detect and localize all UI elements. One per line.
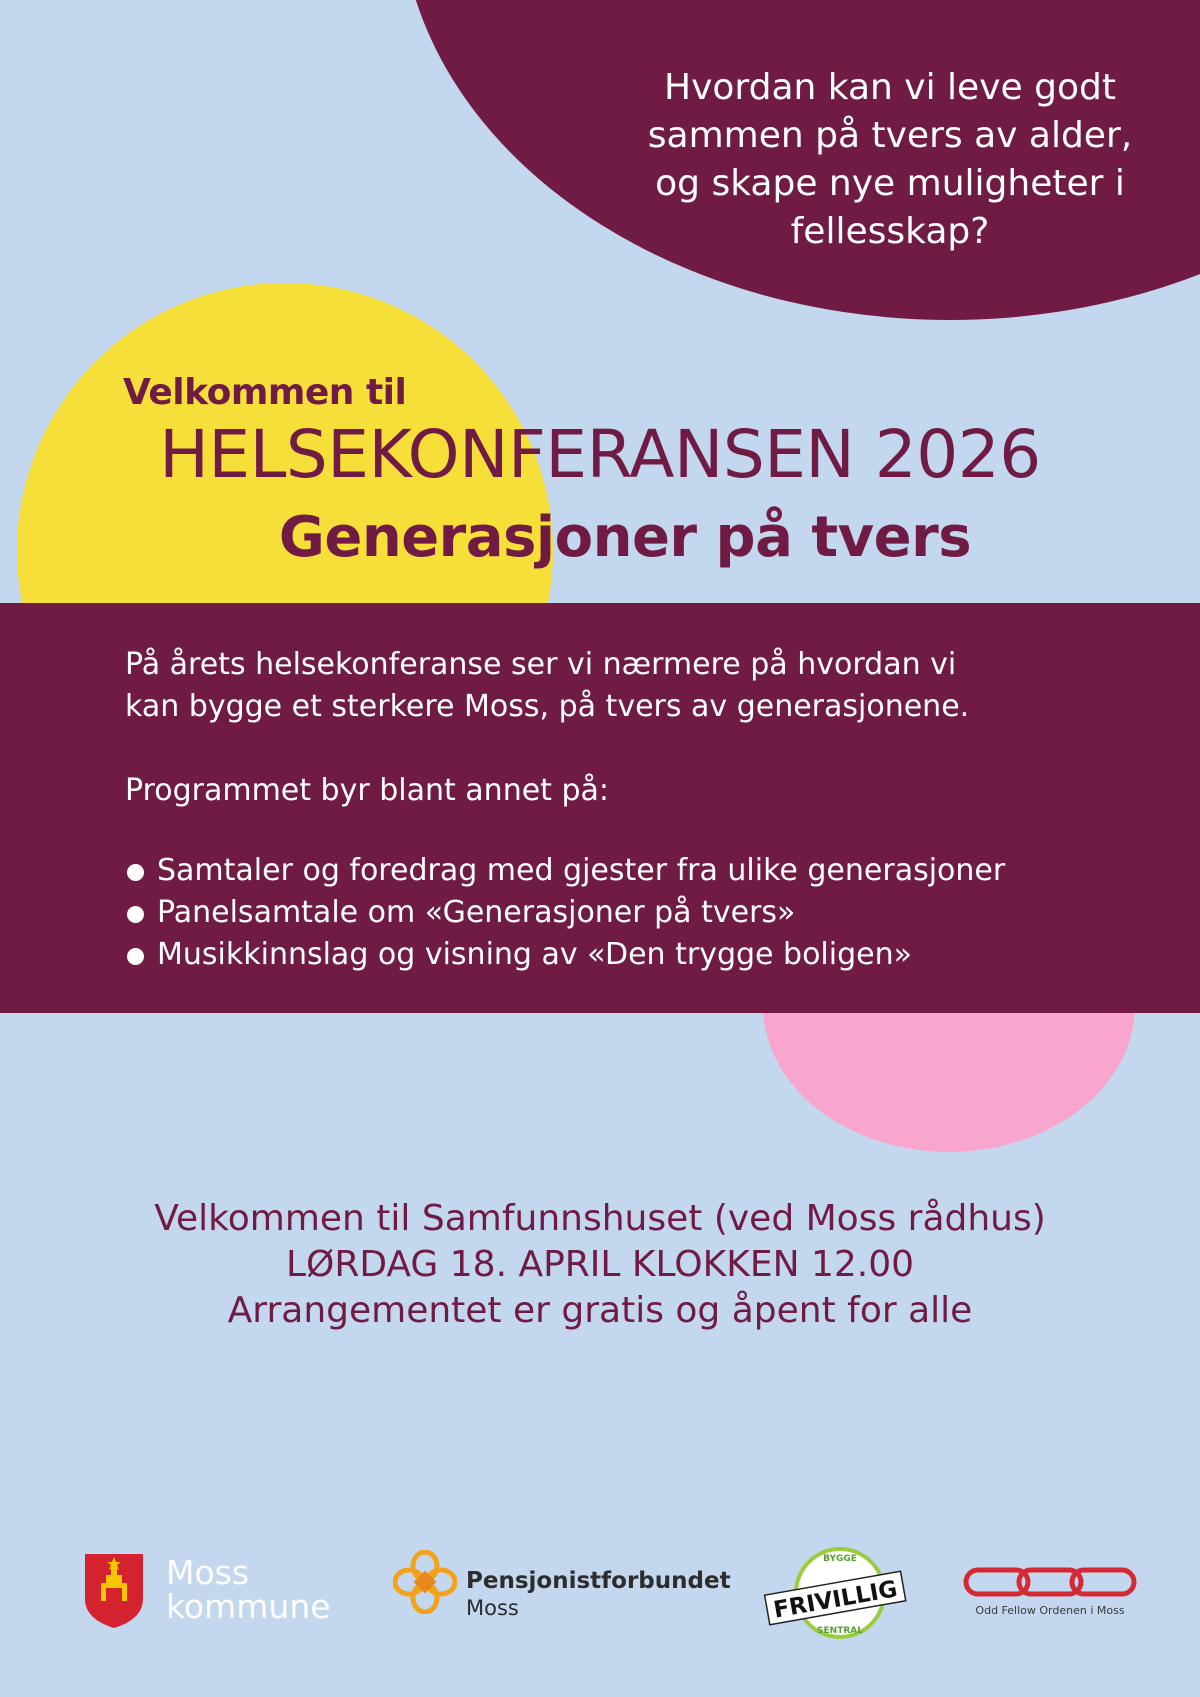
pensjonistforbundet-branch: Moss	[466, 1596, 519, 1620]
program-content	[125, 644, 1185, 976]
moss-kommune-coat-of-arms-icon	[84, 1553, 144, 1629]
venue-info	[0, 1196, 1200, 1334]
frivillig-sentral-logo	[760, 1545, 910, 1641]
program-item: Musikkinnslag og visning av «Den trygge boligen»	[125, 934, 1185, 976]
moss-logo-line: kommune	[166, 1587, 331, 1626]
welcome-heading: Velkommen til	[123, 372, 407, 413]
program-label: Programmet byr blant annet på:	[125, 773, 609, 808]
pensjonistforbundet-name: Pensjonistforbundet	[466, 1568, 731, 1594]
moss-logo-line: Moss	[166, 1553, 250, 1592]
program-item: Samtaler og foredrag med gjester fra ulike generasjoner	[125, 850, 1185, 892]
question-line: og skape nye muligheter i	[655, 163, 1125, 204]
intro-question	[605, 64, 1175, 256]
question-line: sammen på tvers av alder,	[647, 115, 1133, 156]
odd-fellow-chain-icon	[963, 1566, 1137, 1598]
question-line: fellesskap?	[790, 211, 990, 252]
odd-fellow-text: Odd Fellow Ordenen i Moss	[975, 1604, 1125, 1617]
venue-location: Velkommen til Samfunnshuset (ved Moss rådhus)	[154, 1198, 1046, 1239]
event-admission: Arrangementet er gratis og åpent for alle	[227, 1290, 973, 1331]
question-line: Hvordan kan vi leve godt	[664, 67, 1116, 108]
program-list	[125, 850, 1185, 976]
moss-kommune-wordmark	[166, 1553, 331, 1626]
conference-title: HELSEKONFERANSEN 2026	[159, 416, 1041, 493]
frivillig-bottom-text: SENTRAL	[817, 1626, 863, 1636]
program-intro	[125, 644, 1185, 728]
intro-line: På årets helsekonferanse ser vi nærmere på hvordan vi	[125, 647, 957, 682]
event-date-time: LØRDAG 18. APRIL KLOKKEN 12.00	[285, 1244, 915, 1285]
frivillig-top-text: BYGGE	[823, 1554, 857, 1564]
program-item: Panelsamtale om «Generasjoner på tvers»	[125, 892, 1185, 934]
intro-line: kan bygge et sterkere Moss, på tvers av generasjonene.	[125, 689, 970, 724]
frivillig-main-text: FRIVILLIG	[771, 1576, 900, 1624]
pensjonistforbundet-emblem-icon	[393, 1550, 457, 1614]
conference-subtitle: Generasjoner på tvers	[278, 505, 972, 570]
